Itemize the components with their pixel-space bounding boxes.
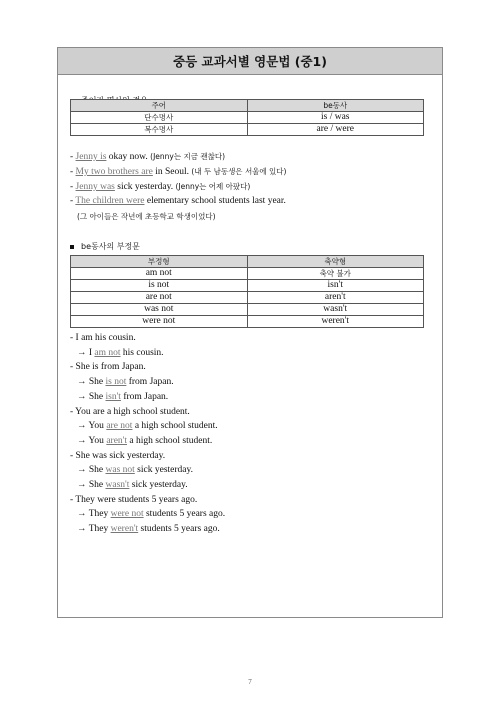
subject-be-verb-table bbox=[70, 99, 424, 136]
negative-sentence bbox=[77, 377, 174, 387]
table-cell: are not bbox=[71, 292, 248, 304]
sentence-prefix: - She is from Japan. bbox=[70, 362, 146, 373]
section-heading-negative bbox=[70, 241, 140, 252]
korean-translation: (Jenny는 지금 괜찮다) bbox=[150, 152, 226, 161]
table-row bbox=[71, 316, 424, 328]
sentence-prefix: - bbox=[70, 196, 76, 206]
table-row bbox=[71, 112, 424, 124]
negative-sentence bbox=[77, 509, 225, 519]
korean-translation: (내 두 남동생은 서울에 있다) bbox=[191, 167, 287, 176]
underlined-negative-form: isn't bbox=[105, 391, 121, 402]
table-cell: was not bbox=[71, 304, 248, 316]
sentence-rest: sick yesterday. bbox=[134, 465, 194, 476]
sentence-prefix: → She bbox=[77, 465, 106, 476]
sentence-rest: in Seoul. bbox=[152, 167, 192, 177]
affirmative-sentence bbox=[70, 362, 146, 372]
table-cell: were not bbox=[71, 316, 248, 328]
negative-sentence bbox=[77, 392, 168, 402]
affirmative-sentence bbox=[70, 333, 136, 343]
sentence-rest: students 5 years ago. bbox=[143, 509, 226, 520]
table-cell: wasn't bbox=[247, 304, 424, 316]
underlined-negative-form: am not bbox=[94, 347, 121, 358]
table-cell: 축약 불가 bbox=[247, 268, 424, 280]
negative-sentence bbox=[77, 480, 188, 490]
sentence-rest: students 5 years ago. bbox=[138, 524, 220, 535]
sentence-prefix: - bbox=[70, 167, 76, 177]
sentence-rest: a high school student. bbox=[127, 435, 213, 446]
negative-sentence bbox=[77, 348, 164, 358]
negative-sentence bbox=[77, 436, 212, 446]
sentence-prefix: - bbox=[70, 182, 76, 192]
sentence-prefix: → She bbox=[77, 480, 106, 490]
sentence-prefix: - You are a high school student. bbox=[70, 406, 190, 417]
sentence-rest: okay now. bbox=[106, 152, 151, 162]
table-header-cell: 축약형 bbox=[247, 256, 424, 268]
example-sentence bbox=[70, 181, 250, 192]
underlined-subject-verb: Jenny was bbox=[75, 182, 115, 192]
table-cell: weren't bbox=[247, 316, 424, 328]
table-cell: is not bbox=[71, 280, 248, 292]
underlined-negative-form: aren't bbox=[106, 435, 128, 446]
sentence-prefix: - They were students 5 years ago. bbox=[70, 494, 198, 505]
affirmative-sentence bbox=[70, 407, 190, 417]
sentence-prefix: → You bbox=[77, 421, 107, 432]
page-title: 중등 교과서별 영문법 (중1) bbox=[57, 47, 443, 75]
underlined-subject-verb: My two brothers are bbox=[75, 167, 153, 177]
negative-sentence bbox=[77, 524, 220, 534]
sentence-prefix: - She was sick yesterday. bbox=[70, 450, 166, 461]
sentence-prefix: → I bbox=[77, 347, 95, 358]
table-cell: aren't bbox=[247, 292, 424, 304]
table-header-cell: 부정형 bbox=[71, 256, 248, 268]
sentence-prefix: → She bbox=[77, 377, 106, 388]
negative-forms-table bbox=[70, 255, 424, 328]
affirmative-sentence bbox=[70, 451, 165, 461]
table-cell: are / were bbox=[247, 124, 424, 136]
underlined-negative-form: were not bbox=[110, 509, 144, 520]
table-cell: am not bbox=[71, 268, 248, 280]
table-header-cell: be동사 bbox=[247, 100, 424, 112]
table-cell: 단수명사 bbox=[71, 112, 248, 124]
table-cell: isn't bbox=[247, 280, 424, 292]
underlined-subject-verb: Jenny is bbox=[75, 152, 107, 162]
underlined-negative-form: is not bbox=[105, 377, 127, 388]
sentence-rest: from Japan. bbox=[120, 391, 169, 402]
korean-translation: (Jenny는 어제 아팠다) bbox=[175, 182, 251, 191]
sentence-rest: his cousin. bbox=[120, 347, 164, 358]
sentence-prefix: → You bbox=[77, 435, 107, 446]
sentence-rest: elementary school students last year. bbox=[144, 196, 286, 206]
table-header-cell: 주어 bbox=[71, 100, 248, 112]
underlined-negative-form: was not bbox=[105, 465, 135, 476]
sentence-rest: a high school student. bbox=[132, 421, 218, 432]
negative-sentence bbox=[77, 465, 193, 475]
sentence-prefix: → She bbox=[77, 391, 106, 402]
square-bullet-icon bbox=[70, 245, 74, 249]
sentence-prefix: → They bbox=[77, 509, 111, 520]
underlined-negative-form: are not bbox=[106, 421, 133, 432]
table-row bbox=[71, 292, 424, 304]
table-cell: is / was bbox=[247, 112, 424, 124]
sentence-prefix: - I am his cousin. bbox=[70, 333, 136, 343]
example-sentence bbox=[70, 166, 286, 177]
example-sentence bbox=[70, 196, 286, 206]
page-number: 7 bbox=[248, 678, 252, 686]
sentence-rest: from Japan. bbox=[126, 377, 174, 388]
underlined-negative-form: wasn't bbox=[105, 480, 130, 490]
table-row bbox=[71, 268, 424, 280]
table-header-row bbox=[71, 256, 424, 268]
sentence-prefix: - bbox=[70, 152, 76, 162]
sentence-rest: sick yesterday. bbox=[114, 182, 176, 192]
sentence-rest: sick yesterday. bbox=[129, 480, 188, 490]
korean-translation: (그 아이들은 작년에 초등학교 학생이었다) bbox=[77, 212, 216, 221]
section-heading-text: be동사의 부정문 bbox=[81, 242, 140, 251]
table-cell: 복수명사 bbox=[71, 124, 248, 136]
table-row bbox=[71, 124, 424, 136]
sentence-prefix: → They bbox=[77, 524, 111, 535]
underlined-negative-form: weren't bbox=[110, 524, 139, 535]
example-sentence bbox=[70, 151, 225, 162]
table-header-row bbox=[71, 100, 424, 112]
negative-sentence bbox=[77, 421, 218, 431]
affirmative-sentence bbox=[70, 495, 197, 505]
table-row bbox=[71, 304, 424, 316]
underlined-subject-verb: The children were bbox=[75, 196, 145, 206]
table-row bbox=[71, 280, 424, 292]
